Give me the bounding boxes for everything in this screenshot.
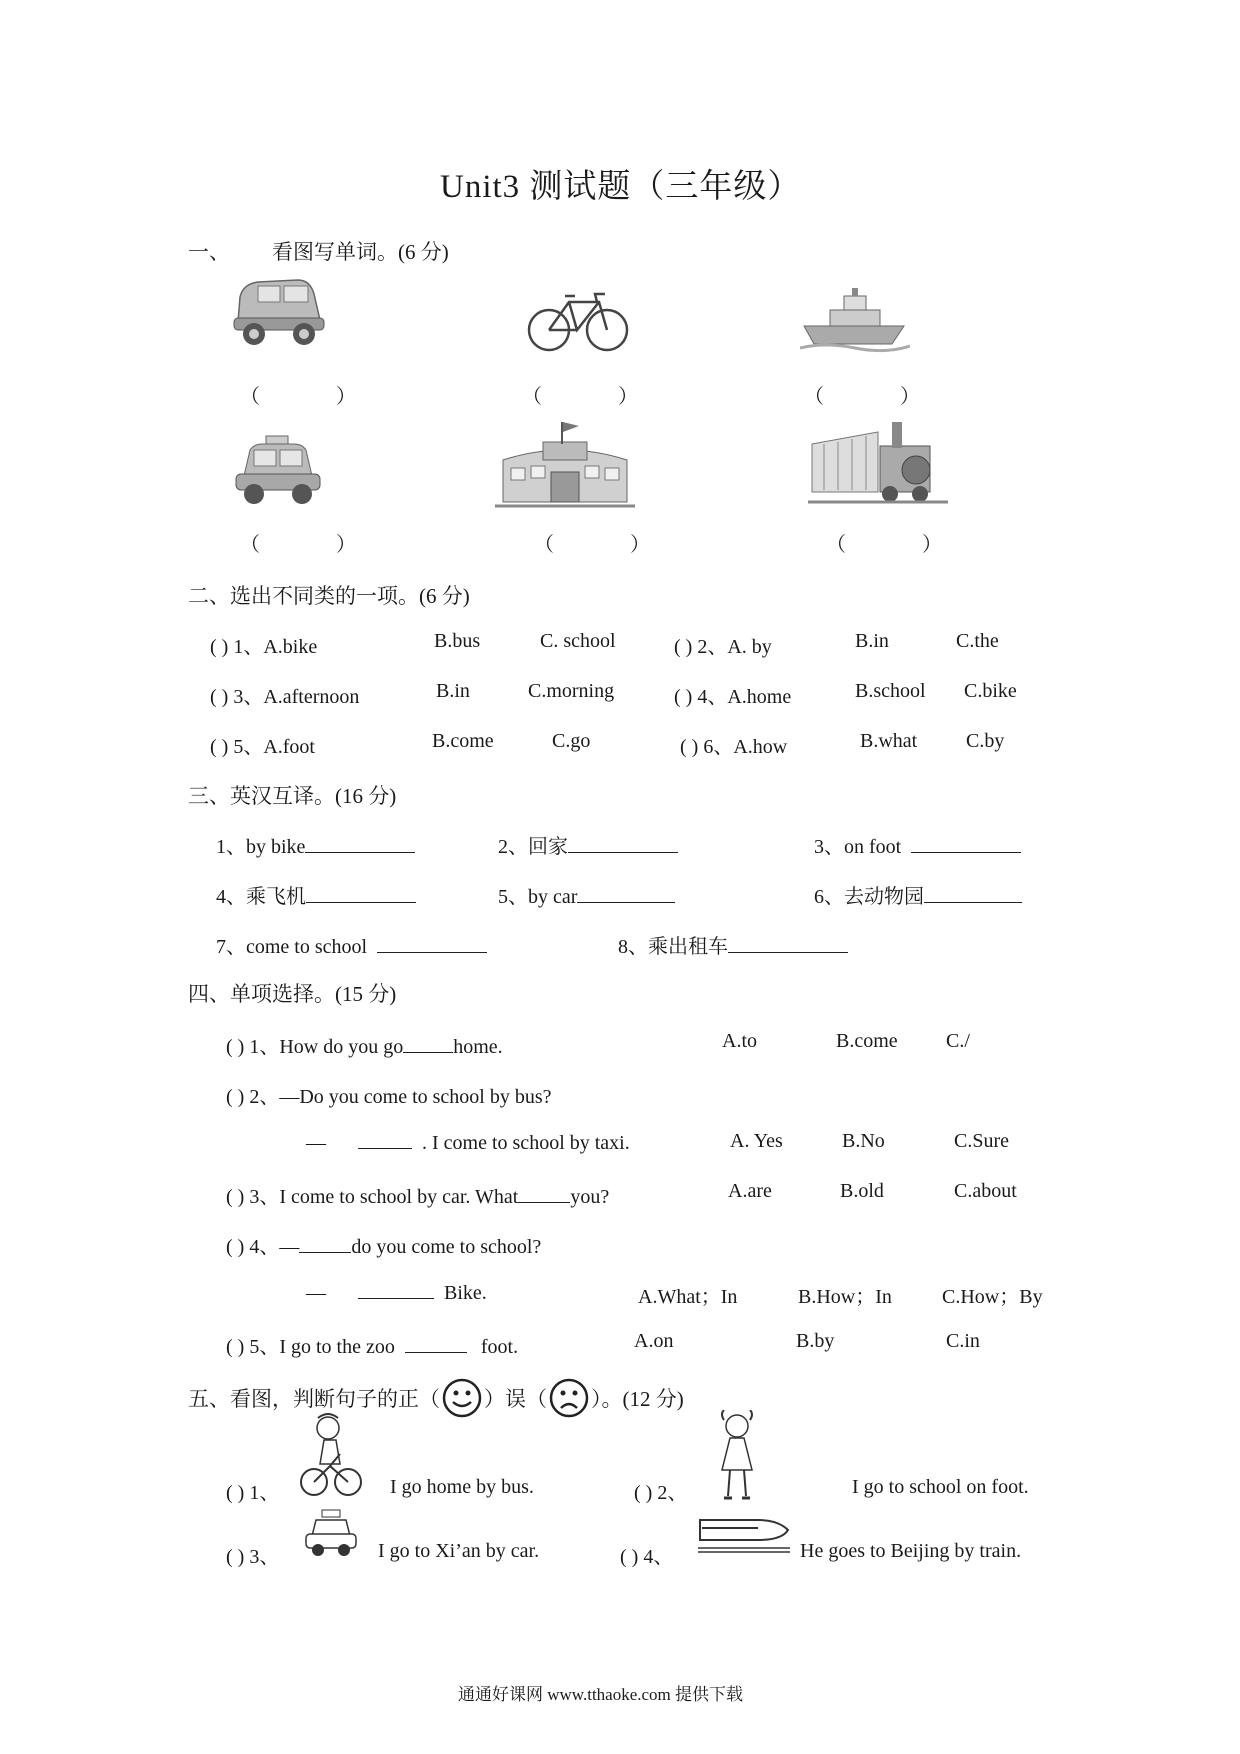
q4-option-5c: C.in (946, 1330, 980, 1352)
q3-item-6: 6、去动物园 (814, 880, 1022, 909)
q4-item-1: ( ) 1、How do you go home. (226, 1036, 503, 1058)
q4-item-4: ( ) 4、— do you come to school? (226, 1236, 542, 1258)
q5-item-3-number: ( ) 3、 (226, 1546, 280, 1568)
q2-item-5: ( ) 5、A.foot (210, 736, 315, 758)
taxi-cartoon-image (302, 1508, 360, 1560)
answer-line[interactable] (299, 1234, 351, 1253)
q5-item-1-text: I go home by bus. (390, 1476, 534, 1498)
answer-blank-1[interactable] (240, 380, 356, 409)
answer-line[interactable] (358, 1130, 412, 1149)
answer-line[interactable] (403, 1034, 453, 1053)
q3-item-5: 5、by car (498, 880, 675, 909)
q2-item-2-b: B.in (855, 630, 889, 652)
sad-face-icon (549, 1378, 589, 1424)
q4-option-2c: C.Sure (954, 1130, 1009, 1152)
q4-item-3: ( ) 3、I come to school by car. What you? (226, 1186, 610, 1208)
q3-item-8: 8、乘出租车 (618, 930, 848, 959)
high-speed-train-image (698, 1510, 790, 1556)
footer: 通通好课网 www.tthaoke.com 提供下载 (458, 1685, 744, 1704)
open-bracket: （ (804, 386, 824, 408)
q2-item-6-c: C.by (966, 730, 1005, 752)
q2-item-1-c: C. school (540, 630, 616, 652)
open-bracket: （ (522, 386, 542, 408)
q4-option-2a: A. Yes (730, 1130, 783, 1152)
q3-item-1: 1、by bike (216, 830, 415, 859)
q2-item-3: ( ) 3、A.afternoon (210, 686, 360, 708)
answer-line[interactable] (377, 934, 487, 953)
section-1-label: 一、 (188, 240, 230, 264)
answer-line[interactable] (405, 1334, 467, 1353)
taxi-image (230, 432, 326, 510)
q4-option-1b: B.come (836, 1030, 898, 1052)
answer-blank-5[interactable] (534, 528, 650, 557)
close-bracket: ） (630, 534, 650, 556)
q2-item-2: ( ) 2、A. by (674, 636, 772, 658)
q4-item-2-answer: — . I come to school by taxi. (306, 1132, 630, 1154)
close-bracket: ） (900, 386, 920, 408)
q3-item-7: 7、come to school (216, 930, 487, 959)
q2-item-5-c: C.go (552, 730, 591, 752)
close-bracket: ） (336, 386, 356, 408)
q5-item-2-text: I go to school on foot. (852, 1476, 1029, 1498)
answer-blank-3[interactable] (804, 380, 920, 409)
q4-option-2b: B.No (842, 1130, 885, 1152)
girl-walking-image (712, 1410, 762, 1504)
train-image (808, 414, 948, 506)
q4-option-4b: B.How；In (798, 1286, 892, 1308)
open-bracket: （ (240, 386, 260, 408)
q4-item-2: ( ) 2、—Do you come to school by bus? (226, 1086, 552, 1108)
q4-option-5b: B.by (796, 1330, 835, 1352)
answer-line[interactable] (924, 884, 1022, 903)
q3-item-3: 3、on foot (814, 830, 1021, 859)
bike-image (525, 288, 630, 354)
car-image (228, 272, 328, 352)
q4-item-4-answer: — Bike. (306, 1282, 487, 1304)
answer-line[interactable] (568, 834, 678, 853)
section-4-heading: 四、单项选择。(15 分) (188, 982, 397, 1006)
q5-item-3-text: I go to Xi’an by car. (378, 1540, 540, 1562)
q2-item-5-b: B.come (432, 730, 494, 752)
answer-blank-4[interactable] (240, 528, 356, 557)
answer-line[interactable] (518, 1184, 570, 1203)
ship-image (800, 284, 910, 356)
answer-line[interactable] (577, 884, 675, 903)
q2-item-6: ( ) 6、A.how (680, 736, 788, 758)
answer-line[interactable] (728, 934, 848, 953)
q4-option-3a: A.are (728, 1180, 772, 1202)
close-bracket: ） (922, 534, 942, 556)
section-2-heading: 二、选出不同类的一项。(6 分) (188, 584, 470, 608)
q2-item-6-b: B.what (860, 730, 918, 752)
q2-item-1-b: B.bus (434, 630, 481, 652)
q2-item-4-b: B.school (855, 680, 926, 702)
answer-blank-2[interactable] (522, 380, 638, 409)
girl-on-bike-image (300, 1410, 362, 1500)
q4-option-3c: C.about (954, 1180, 1017, 1202)
answer-line[interactable] (305, 834, 415, 853)
section-3-heading: 三、英汉互译。(16 分) (188, 784, 397, 808)
page-title: Unit3 测试题（三年级） (440, 169, 802, 205)
q2-item-3-b: B.in (436, 680, 470, 702)
q3-item-2: 2、回家 (498, 830, 678, 859)
q2-item-1: ( ) 1、A.bike (210, 636, 318, 658)
open-bracket: （ (826, 534, 846, 556)
answer-line[interactable] (911, 834, 1021, 853)
answer-line[interactable] (306, 884, 416, 903)
answer-line[interactable] (358, 1280, 434, 1299)
q4-item-5: ( ) 5、I go to the zoo foot. (226, 1336, 519, 1358)
q4-option-5a: A.on (634, 1330, 674, 1352)
q5-item-4-text: He goes to Beijing by train. (800, 1540, 1022, 1562)
answer-blank-6[interactable] (826, 528, 942, 557)
q2-item-2-c: C.the (956, 630, 999, 652)
section-1-heading: 看图写单词。(6 分) (272, 240, 449, 264)
q2-item-4-c: C.bike (964, 680, 1017, 702)
q4-option-3b: B.old (840, 1180, 884, 1202)
close-bracket: ） (618, 386, 638, 408)
q4-option-4a: A.What；In (638, 1286, 738, 1308)
school-image (495, 420, 635, 512)
q4-option-1c: C./ (946, 1030, 970, 1052)
happy-face-icon (442, 1378, 482, 1424)
q4-option-1a: A.to (722, 1030, 757, 1052)
section-5-heading: 五、看图，判断句子的正（ ）误（ ）。(12 分) (188, 1378, 684, 1424)
close-bracket: ） (336, 534, 356, 556)
q5-item-4-number: ( ) 4、 (620, 1546, 674, 1568)
open-bracket: （ (240, 534, 260, 556)
open-bracket: （ (534, 534, 554, 556)
q2-item-3-c: C.morning (528, 680, 615, 702)
q2-item-4: ( ) 4、A.home (674, 686, 792, 708)
q3-item-4: 4、乘飞机 (216, 880, 416, 909)
q5-item-1-number: ( ) 1、 (226, 1482, 280, 1504)
q4-option-4c: C.How；By (942, 1286, 1043, 1308)
q5-item-2-number: ( ) 2、 (634, 1482, 688, 1504)
